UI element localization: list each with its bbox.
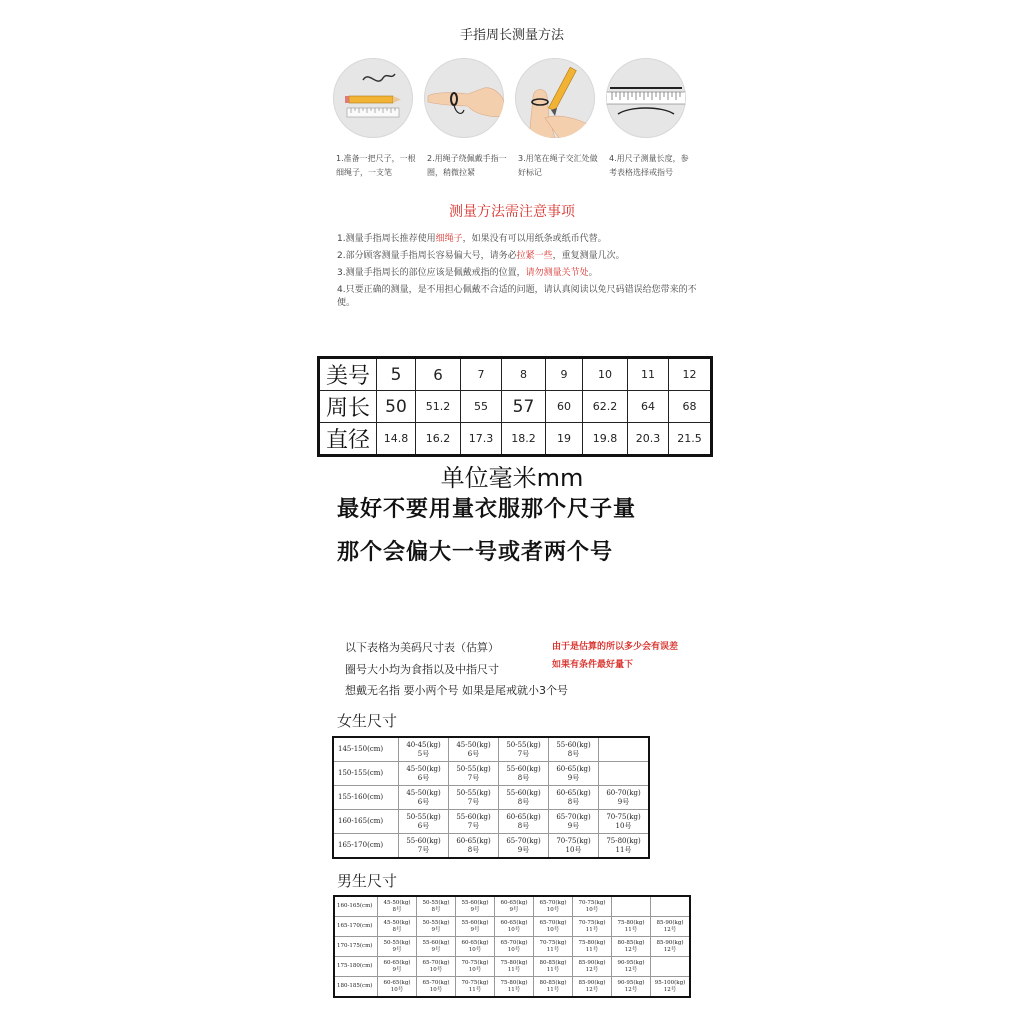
women-table-row: [333, 762, 649, 786]
men-size-cell: [456, 896, 495, 917]
women-weight-range: 50-55(kg): [456, 789, 491, 798]
men-ring-size: 10号: [507, 946, 521, 953]
size-table-cell: 5: [377, 358, 416, 391]
size-table-cell: 10: [583, 358, 628, 391]
men-size-cell: [612, 896, 651, 917]
women-ring-size: 6号: [417, 797, 430, 806]
men-size-cell: [573, 896, 612, 917]
men-table-row: [334, 977, 690, 998]
mark-string-illustration: [515, 58, 595, 138]
men-weight-range: 65-70(kg): [500, 939, 528, 946]
women-height-label: 160-165(cm): [333, 810, 399, 834]
notice-line-1: 1.测量手指周长推荐使用细绳子，如果没有可以用纸条或纸币代替。: [337, 234, 607, 244]
men-ring-size: 9号: [431, 926, 441, 933]
women-weight-range: 50-55(kg): [406, 813, 441, 822]
men-ring-size: 9号: [470, 906, 480, 913]
men-size-cell: [417, 917, 456, 937]
women-size-cell: [599, 786, 650, 810]
men-weight-range: 55-60(kg): [461, 899, 489, 906]
men-height-label: 170-175(cm): [334, 937, 378, 957]
men-ring-size: 12号: [663, 946, 677, 953]
women-ring-size: 9号: [617, 797, 630, 806]
men-size-cell: [651, 896, 691, 917]
men-ring-size: 12号: [585, 986, 599, 993]
men-ring-size: 12号: [624, 986, 638, 993]
size-table-cell: 50: [377, 391, 416, 423]
men-weight-range: 60-65(kg): [383, 959, 411, 966]
step-1-text: 1.准备一把尺子，一根细绳子，一支笔: [336, 154, 416, 177]
women-size-cell: [499, 786, 549, 810]
women-ring-size: 8号: [567, 749, 580, 758]
size-table-cell: 18.2: [502, 423, 546, 456]
men-size-cell: [612, 917, 651, 937]
women-size-cell: [449, 762, 499, 786]
women-ring-size: 10号: [615, 821, 632, 830]
women-height-label: 155-160(cm): [333, 786, 399, 810]
men-ring-size: 10号: [546, 926, 560, 933]
women-size-cell: [549, 810, 599, 834]
men-size-cell: [651, 917, 691, 937]
women-weight-range: 60-65(kg): [556, 765, 591, 774]
men-size-cell: [534, 977, 573, 998]
size-table-cell: 8: [502, 358, 546, 391]
women-ring-size: 6号: [467, 749, 480, 758]
men-weight-range: 50-55(kg): [422, 899, 450, 906]
men-size-cell: [456, 917, 495, 937]
size-table-row-label: 周长: [319, 391, 377, 423]
men-ring-size: 11号: [507, 966, 521, 973]
men-weight-range: 90-95(kg): [617, 979, 645, 986]
men-size-cell: [612, 977, 651, 998]
estimate-note-2: 圈号大小均为食指以及中指尺寸: [345, 663, 499, 676]
women-size-cell: [599, 737, 650, 762]
step-4-text: 4.用尺子测量长度，参考表格选择戒指号: [609, 154, 689, 177]
size-table-cell: 62.2: [583, 391, 628, 423]
men-weight-range: 45-50(kg): [383, 899, 411, 906]
women-weight-range: 60-65(kg): [456, 837, 491, 846]
men-weight-range: 70-75(kg): [461, 979, 489, 986]
men-weight-range: 45-50(kg): [383, 919, 411, 926]
women-height-label: 165-170(cm): [333, 834, 399, 859]
women-size-cell: [599, 810, 650, 834]
women-size-cell: [399, 786, 449, 810]
men-size-cell: [612, 957, 651, 977]
men-weight-range: 85-90(kg): [656, 919, 684, 926]
men-weight-range: 65-70(kg): [422, 959, 450, 966]
estimate-note-3: 想戴无名指 要小两个号 如果是尾戒就小3个号: [345, 684, 568, 697]
men-size-title: 男生尺寸: [337, 872, 398, 890]
men-weight-range: 85-90(kg): [578, 979, 606, 986]
women-size-cell: [549, 786, 599, 810]
women-weight-range: 55-60(kg): [556, 741, 591, 750]
size-table-cell: 9: [546, 358, 583, 391]
men-table-row: [334, 896, 690, 917]
men-weight-range: 75-80(kg): [578, 939, 606, 946]
ruler-pencil-illustration: [333, 58, 413, 138]
men-weight-range: 70-75(kg): [578, 919, 606, 926]
size-table-cell: 16.2: [416, 423, 461, 456]
men-weight-range: 90-95(kg): [617, 959, 645, 966]
men-ring-size: 11号: [585, 926, 599, 933]
step-3-text: 3.用笔在绳子交汇处做好标记: [518, 154, 598, 177]
women-size-cell: [449, 834, 499, 859]
men-weight-range: 55-60(kg): [461, 919, 489, 926]
women-weight-range: 55-60(kg): [456, 813, 491, 822]
men-ring-size: 10号: [507, 926, 521, 933]
women-weight-range: 70-75(kg): [556, 837, 591, 846]
men-height-label: 160-165(cm): [334, 896, 378, 917]
men-size-cell: [378, 896, 417, 917]
women-size-cell: [549, 762, 599, 786]
men-ring-size: 12号: [585, 966, 599, 973]
size-table-row: [319, 391, 712, 423]
men-weight-range: 80-85(kg): [539, 979, 567, 986]
women-size-cell: [549, 737, 599, 762]
men-height-label: 180-185(cm): [334, 977, 378, 998]
women-weight-range: 55-60(kg): [506, 765, 541, 774]
men-ring-size: 10号: [468, 966, 482, 973]
men-ring-size: 11号: [468, 986, 482, 993]
women-size-cell: [449, 786, 499, 810]
men-height-label: 175-180(cm): [334, 957, 378, 977]
men-weight-range: 60-65(kg): [500, 919, 528, 926]
men-weight-range: 75-80(kg): [500, 979, 528, 986]
notice-line-3: 3.测量手指周长的部位应该是佩戴戒指的位置，请勿测量关节处。: [337, 268, 598, 278]
men-ring-size: 11号: [507, 986, 521, 993]
women-ring-size: 11号: [615, 845, 632, 854]
size-table-cell: 20.3: [628, 423, 669, 456]
men-size-cell: [495, 937, 534, 957]
women-size-title: 女生尺寸: [337, 712, 398, 730]
women-height-label: 150-155(cm): [333, 762, 399, 786]
size-table-row: [319, 358, 712, 391]
men-ring-size: 9号: [392, 966, 402, 973]
warning-line-1: 最好不要用量衣服那个尺子量: [337, 497, 637, 522]
unit-label: 单位毫米mm: [440, 464, 584, 492]
men-weight-range: 70-75(kg): [578, 899, 606, 906]
size-table-cell: 51.2: [416, 391, 461, 423]
women-table-row: [333, 786, 649, 810]
men-size-cell: [495, 957, 534, 977]
estimate-measure-note: 如果有条件最好量下: [552, 660, 634, 670]
men-size-cell: [495, 896, 534, 917]
men-ring-size: 11号: [546, 946, 560, 953]
women-weight-range: 60-70(kg): [606, 789, 641, 798]
size-table-cell: 12: [669, 358, 712, 391]
men-weight-range: 85-90(kg): [578, 959, 606, 966]
men-weight-range: 65-70(kg): [539, 899, 567, 906]
women-size-cell: [449, 810, 499, 834]
men-weight-range: 75-80(kg): [617, 919, 645, 926]
estimate-note-1: 以下表格为美码尺寸表（估算）: [345, 641, 499, 654]
women-ring-size: 10号: [565, 845, 582, 854]
women-size-cell: [399, 810, 449, 834]
size-table-row: [319, 423, 712, 456]
men-ring-size: 8号: [392, 926, 402, 933]
men-weight-range: 60-65(kg): [500, 899, 528, 906]
size-table-cell: 64: [628, 391, 669, 423]
men-size-cell: [378, 957, 417, 977]
women-size-cell: [499, 810, 549, 834]
women-weight-range: 75-80(kg): [606, 837, 641, 846]
men-weight-range: 55-60(kg): [422, 939, 450, 946]
men-weight-range: 80-85(kg): [539, 959, 567, 966]
size-table-cell: 60: [546, 391, 583, 423]
size-table-cell: 19.8: [583, 423, 628, 456]
men-ring-size: 12号: [624, 966, 638, 973]
estimate-error-note: 由于是估算的所以多少会有误差: [552, 642, 679, 652]
men-ring-size: 9号: [431, 946, 441, 953]
women-size-cell: [399, 762, 449, 786]
men-weight-range: 70-75(kg): [461, 959, 489, 966]
men-size-cell: [417, 937, 456, 957]
men-size-cell: [651, 977, 691, 998]
women-size-cell: [599, 762, 650, 786]
women-weight-range: 60-65(kg): [506, 813, 541, 822]
women-weight-range: 60-65(kg): [556, 789, 591, 798]
men-ring-size: 11号: [585, 946, 599, 953]
women-weight-range: 65-70(kg): [506, 837, 541, 846]
men-table-row: [334, 937, 690, 957]
size-table-row-label: 美号: [319, 358, 377, 391]
women-weight-range: 55-60(kg): [406, 837, 441, 846]
size-table-cell: 14.8: [377, 423, 416, 456]
men-size-cell: [456, 937, 495, 957]
women-weight-range: 70-75(kg): [606, 813, 641, 822]
women-table-row: [333, 810, 649, 834]
women-ring-size: 7号: [467, 821, 480, 830]
notice-title: 测量方法需注意事项: [449, 204, 575, 220]
men-size-cell: [417, 977, 456, 998]
women-ring-size: 7号: [417, 845, 430, 854]
men-size-cell: [612, 937, 651, 957]
men-size-cell: [651, 937, 691, 957]
men-size-cell: [378, 937, 417, 957]
women-ring-size: 6号: [417, 821, 430, 830]
men-ring-size: 10号: [546, 906, 560, 913]
men-size-table: [333, 895, 691, 998]
men-ring-size: 11号: [546, 986, 560, 993]
men-weight-range: 70-75(kg): [539, 939, 567, 946]
men-weight-range: 60-65(kg): [383, 979, 411, 986]
women-size-cell: [499, 737, 549, 762]
men-weight-range: 50-55(kg): [422, 919, 450, 926]
size-table-cell: 21.5: [669, 423, 712, 456]
women-weight-range: 45-50(kg): [406, 789, 441, 798]
measure-ruler-illustration: [606, 58, 686, 138]
women-size-cell: [499, 834, 549, 859]
men-weight-range: 95-100(kg): [654, 979, 686, 986]
men-ring-size: 12号: [624, 946, 638, 953]
women-ring-size: 8号: [467, 845, 480, 854]
women-size-table: [332, 736, 650, 859]
men-height-label: 165-170(cm): [334, 917, 378, 937]
women-ring-size: 7号: [467, 797, 480, 806]
women-ring-size: 9号: [567, 821, 580, 830]
women-ring-size: 6号: [417, 773, 430, 782]
men-size-cell: [573, 937, 612, 957]
men-ring-size: 10号: [468, 946, 482, 953]
women-height-label: 145-150(cm): [333, 737, 399, 762]
men-weight-range: 65-70(kg): [539, 919, 567, 926]
women-ring-size: 7号: [517, 749, 530, 758]
men-size-cell: [534, 896, 573, 917]
men-size-cell: [573, 917, 612, 937]
size-table-cell: 68: [669, 391, 712, 423]
men-size-cell: [495, 917, 534, 937]
men-size-cell: [456, 977, 495, 998]
women-size-cell: [599, 834, 650, 859]
men-ring-size: 12号: [663, 926, 677, 933]
men-ring-size: 9号: [509, 906, 519, 913]
notice-line-2: 2.部分顾客测量手指周长容易偏大号，请务必拉紧一些，重复测量几次。: [337, 251, 625, 261]
women-ring-size: 7号: [467, 773, 480, 782]
women-weight-range: 65-70(kg): [556, 813, 591, 822]
women-table-row: [333, 834, 649, 859]
size-table-cell: 57: [502, 391, 546, 423]
size-table-cell: 6: [416, 358, 461, 391]
men-ring-size: 9号: [392, 946, 402, 953]
men-size-cell: [378, 977, 417, 998]
size-table-cell: 55: [461, 391, 502, 423]
men-ring-size: 11号: [546, 966, 560, 973]
men-size-cell: [573, 977, 612, 998]
men-ring-size: 10号: [429, 986, 443, 993]
men-size-cell: [573, 957, 612, 977]
men-size-cell: [651, 957, 691, 977]
men-table-row: [334, 917, 690, 937]
men-size-cell: [495, 977, 534, 998]
men-ring-size: 9号: [470, 926, 480, 933]
men-size-cell: [417, 957, 456, 977]
women-weight-range: 50-55(kg): [506, 741, 541, 750]
women-table-row: [333, 737, 649, 762]
men-size-cell: [534, 937, 573, 957]
warning-line-2: 那个会偏大一号或者两个号: [337, 540, 614, 565]
men-weight-range: 65-70(kg): [422, 979, 450, 986]
women-ring-size: 9号: [567, 773, 580, 782]
men-size-cell: [378, 917, 417, 937]
men-weight-range: 75-80(kg): [500, 959, 528, 966]
women-size-cell: [399, 737, 449, 762]
men-size-cell: [534, 957, 573, 977]
men-ring-size: 10号: [390, 986, 404, 993]
size-table-cell: 7: [461, 358, 502, 391]
men-size-cell: [534, 917, 573, 937]
step-2-text: 2.用绳子绕佩戴手指一圈，稍微拉紧: [427, 154, 507, 177]
men-weight-range: 50-55(kg): [383, 939, 411, 946]
women-weight-range: 40-45(kg): [406, 741, 441, 750]
women-size-cell: [549, 834, 599, 859]
men-weight-range: 85-90(kg): [656, 939, 684, 946]
men-ring-size: 10号: [429, 966, 443, 973]
women-size-cell: [499, 762, 549, 786]
women-size-cell: [449, 737, 499, 762]
men-ring-size: 8号: [431, 906, 441, 913]
women-size-cell: [399, 834, 449, 859]
men-weight-range: 80-85(kg): [617, 939, 645, 946]
size-table-cell: 19: [546, 423, 583, 456]
women-ring-size: 5号: [417, 749, 430, 758]
men-ring-size: 8号: [392, 906, 402, 913]
size-table-cell: 11: [628, 358, 669, 391]
women-weight-range: 50-55(kg): [456, 765, 491, 774]
men-table-row: [334, 957, 690, 977]
men-ring-size: 10号: [585, 906, 599, 913]
men-weight-range: 60-65(kg): [461, 939, 489, 946]
notice-line-4: 4.只要正确的测量，是不用担心佩戴不合适的问题，请认真阅读以免尺码错误给您带来的不便。: [337, 285, 697, 308]
size-table-cell: 17.3: [461, 423, 502, 456]
women-ring-size: 8号: [567, 797, 580, 806]
women-weight-range: 55-60(kg): [506, 789, 541, 798]
women-ring-size: 8号: [517, 773, 530, 782]
finger-string-illustration: [424, 58, 504, 138]
page-title: 手指周长测量方法: [459, 28, 564, 43]
size-table-row-label: 直径: [319, 423, 377, 456]
women-weight-range: 45-50(kg): [456, 741, 491, 750]
men-ring-size: 11号: [624, 926, 638, 933]
women-ring-size: 8号: [517, 821, 530, 830]
women-weight-range: 45-50(kg): [406, 765, 441, 774]
men-ring-size: 12号: [663, 986, 677, 993]
men-size-cell: [417, 896, 456, 917]
women-ring-size: 9号: [517, 845, 530, 854]
women-ring-size: 8号: [517, 797, 530, 806]
men-size-cell: [456, 957, 495, 977]
ring-size-table: [317, 356, 713, 457]
